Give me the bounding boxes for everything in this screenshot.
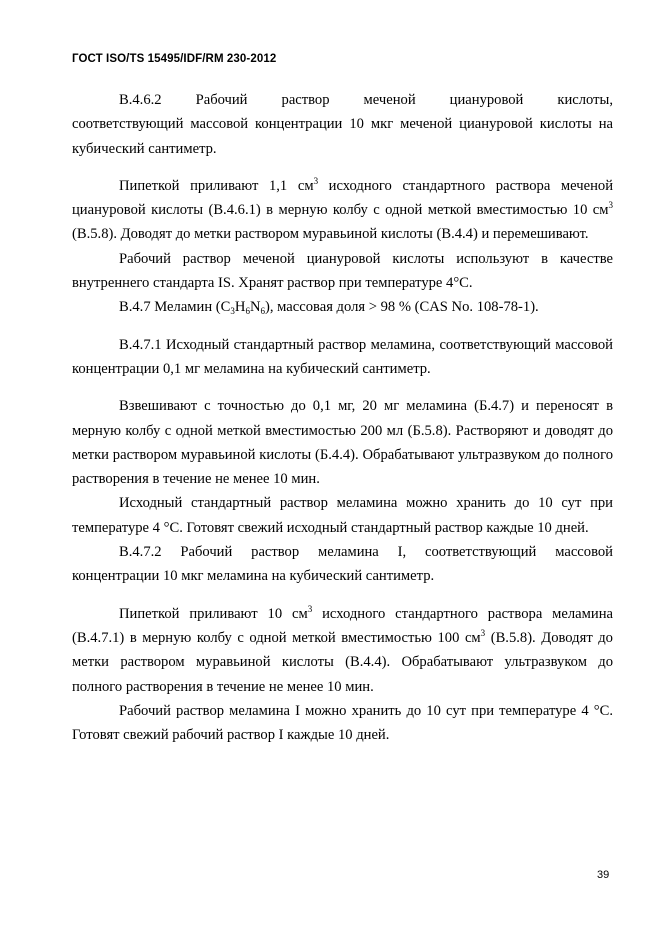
text: исходного стандартного раствора меламина (В.4.7.1) в мерную колбу с одной меткой вместимостью 100 см (72, 605, 613, 646)
section-number: В.4.7.2 (119, 544, 162, 561)
word: соответствующий (424, 544, 537, 561)
section-b4-7-2-title-rest: концентрации 10 мкг меламина на кубический сантиметр. (72, 568, 435, 585)
text: N (249, 299, 261, 316)
word: раствор (251, 544, 300, 561)
word: циануровой (449, 92, 524, 108)
section-b4-6-2-title-rest: соответствующий массовой концентрации 10 мкг меченой циануровой кислоты на кубический сантиметр. (72, 116, 613, 157)
superscript: 3 (480, 627, 486, 638)
paragraph-internal-standard: Рабочий раствор меченой циануровой кислоты используют в качестве внутреннего стандарта IS. Хранят раствор при температуре 4°С. (72, 250, 613, 292)
superscript: 3 (608, 200, 613, 211)
page-body (72, 88, 613, 747)
document-header: ГОСТ ISO/TS 15495/IDF/RM 230-2012 (72, 53, 277, 65)
section-b4-7-1-title: В.4.7.1 Исходный стандартный раствор меламина, соответствующий массовой концентрации 0,1 мг меламина на кубический сантиметр. (72, 336, 613, 377)
text: исходного стандартного раствора меченой циануровой кислоты (В.4.6.1) в мерную колбу с одной меткой вместимостью 10 см (72, 177, 613, 219)
text: Пипеткой приливают 1,1 см (119, 177, 314, 194)
paragraph-pipette-labeled-acid (72, 174, 613, 247)
word: Рабочий (195, 92, 248, 108)
text: Н (234, 299, 246, 316)
word: Рабочий (180, 544, 233, 561)
word: меламина I, (317, 544, 407, 561)
text: ), массовая доля > 98 % (CAS No. 108-78-1). (265, 299, 539, 316)
word: массовой (555, 544, 613, 561)
section-b4-6-2-title-line (72, 88, 613, 112)
text: В.4.7 Меламин (С (119, 299, 231, 316)
superscript: 3 (313, 175, 319, 186)
section-b4-7-melamine (72, 295, 613, 319)
word: раствор (281, 92, 330, 108)
paragraph-stock-storage: Исходный стандартный раствор меламина можно хранить до 10 сут при температуре 4 °С. Готовят свежий исходный стандартный раствор каждые 10 дней. (72, 495, 613, 536)
word: меченой (363, 92, 416, 108)
section-number: В.4.6.2 (119, 92, 162, 108)
text: Пипеткой приливают 10 см (119, 605, 308, 622)
superscript: 3 (307, 603, 313, 614)
text: (В.5.8). Доводят до метки раствором муравьиной кислоты (В.4.4) и перемешивают. (72, 226, 589, 243)
paragraph-weighing: Взвешивают с точностью до 0,1 мг, 20 мг меламина (Б.4.7) и переносят в мерную колбу с одной меткой вместимостью 200 мл (Б.5.8). Растворяют и доводят до метки раствором муравьиной кислоты (Б.4.4). Обрабатывают ультразвуком до полного растворения в течение не менее 10 мин. (72, 398, 613, 488)
subscript: 3 (230, 306, 235, 317)
text: (В.5.8). Доводят до метки раствором муравьиной кислоты (В.4.4). Обрабатывают ультразвуком до полного растворения в течение не менее 10 мин. (72, 629, 613, 695)
page-number: 39 (597, 869, 610, 881)
paragraph-working-storage: Рабочий раствор меламина I можно хранить до 10 сут при температуре 4 °С. Готовят свежий рабочий раствор I каждые 10 дней. (72, 702, 613, 744)
subscript: 6 (245, 306, 250, 317)
section-b4-7-2-title-line (72, 540, 613, 564)
paragraph-pipette-melamine (72, 602, 613, 699)
subscript: 6 (260, 306, 265, 317)
word: кислоты, (557, 92, 613, 108)
